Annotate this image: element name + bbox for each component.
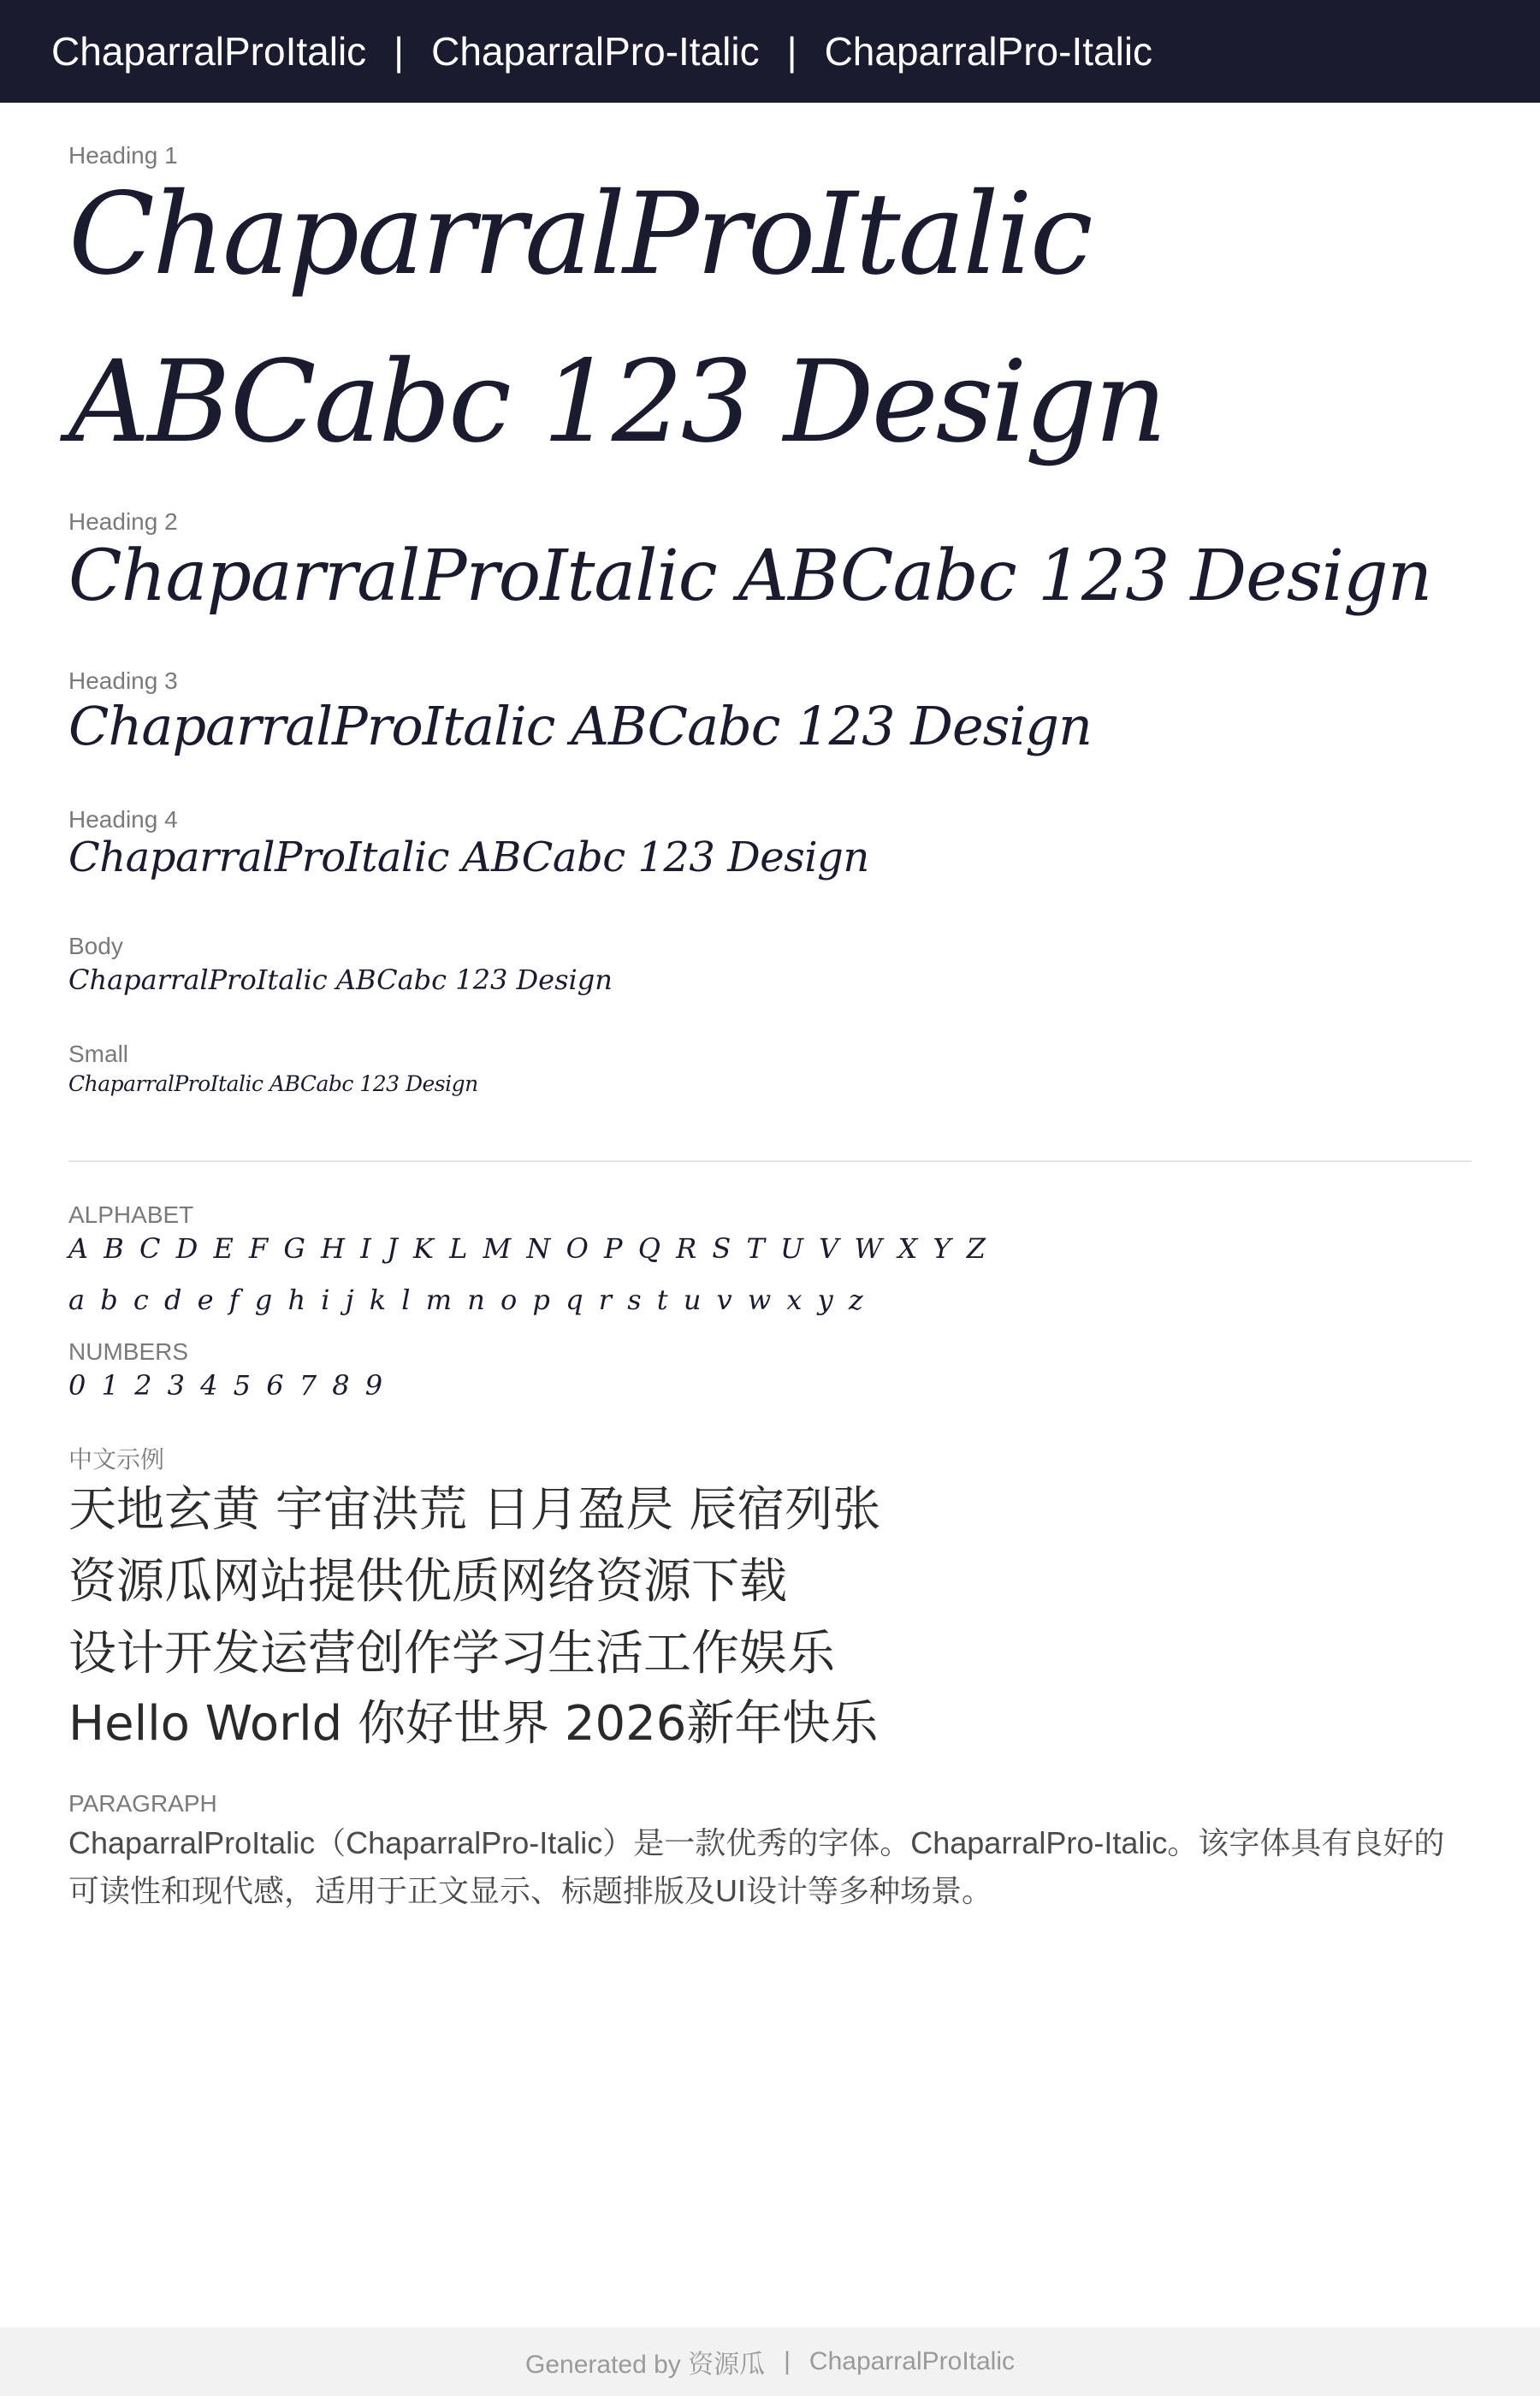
- heading4-sample: ChaparralProItalic ABCabc 123 Design: [68, 833, 869, 881]
- chinese-line: 设计开发运营创作学习生活工作娱乐: [68, 1626, 835, 1681]
- heading3-label: Heading 3: [68, 667, 178, 694]
- chinese-line: 资源瓜网站提供优质网络资源下载: [68, 1554, 787, 1610]
- header-full-name: ChaparralPro-Italic: [824, 29, 1153, 74]
- numbers-label: NUMBERS: [68, 1338, 189, 1365]
- page-header: [0, 0, 1540, 103]
- heading2-label: Heading 2: [68, 508, 178, 535]
- chinese-label: 中文示例: [68, 1446, 165, 1473]
- heading1-label: Heading 1: [68, 142, 178, 169]
- footer-generated-by: Generated by 资源瓜: [524, 2351, 766, 2379]
- paragraph-text: ChaparralProItalic（ChaparralPro-Italic）是一款优秀的字体。ChaparralPro-Italic。该字体具有良好的可读性和现代感，适用于正文显示、标题排版及UI设计等多种场景。: [68, 1825, 1445, 1908]
- paragraph-label: PARAGRAPH: [68, 1790, 217, 1817]
- small-label: Small: [68, 1041, 129, 1067]
- header-font-name: ChaparralProItalic: [51, 29, 367, 74]
- heading4-label: Heading 4: [68, 806, 178, 833]
- heading3-sample: ChaparralProItalic ABCabc 123 Design: [68, 695, 1092, 757]
- alphabet-lowercase: a b c d e f g h i j k l m n o p q r s t u v w x y z: [68, 1284, 867, 1316]
- alphabet-label: ALPHABET: [68, 1201, 194, 1228]
- footer-separator: |: [784, 2347, 791, 2375]
- heading2-sample: ChaparralProItalic ABCabc 123 Design: [68, 536, 1432, 617]
- chinese-line: 天地玄黄 宇宙洪荒 日月盈昃 辰宿列张: [68, 1482, 881, 1538]
- header-separator: |: [786, 29, 797, 74]
- body-sample: ChaparralProItalic ABCabc 123 Design: [68, 964, 613, 996]
- numbers-digits: 0 1 2 3 4 5 6 7 8 9: [68, 1369, 387, 1402]
- small-sample: ChaparralProItalic ABCabc 123 Design: [68, 1071, 478, 1096]
- alphabet-uppercase: A B C D E F G H I J K L M N O P Q R S T U V W X Y Z: [68, 1232, 989, 1265]
- heading1-sample: ChaparralProItalic ABCabc 123 Design: [68, 169, 1165, 468]
- chinese-line: Hello World 你好世界 2026新年快乐: [68, 1696, 879, 1752]
- body-label: Body: [68, 933, 123, 959]
- header-postscript-name: ChaparralPro-Italic: [431, 29, 760, 74]
- section-divider: [68, 1160, 1472, 1162]
- page-footer: [0, 2328, 1540, 2396]
- footer-font-name: ChaparralProItalic: [808, 2347, 1016, 2375]
- header-separator: |: [394, 29, 405, 74]
